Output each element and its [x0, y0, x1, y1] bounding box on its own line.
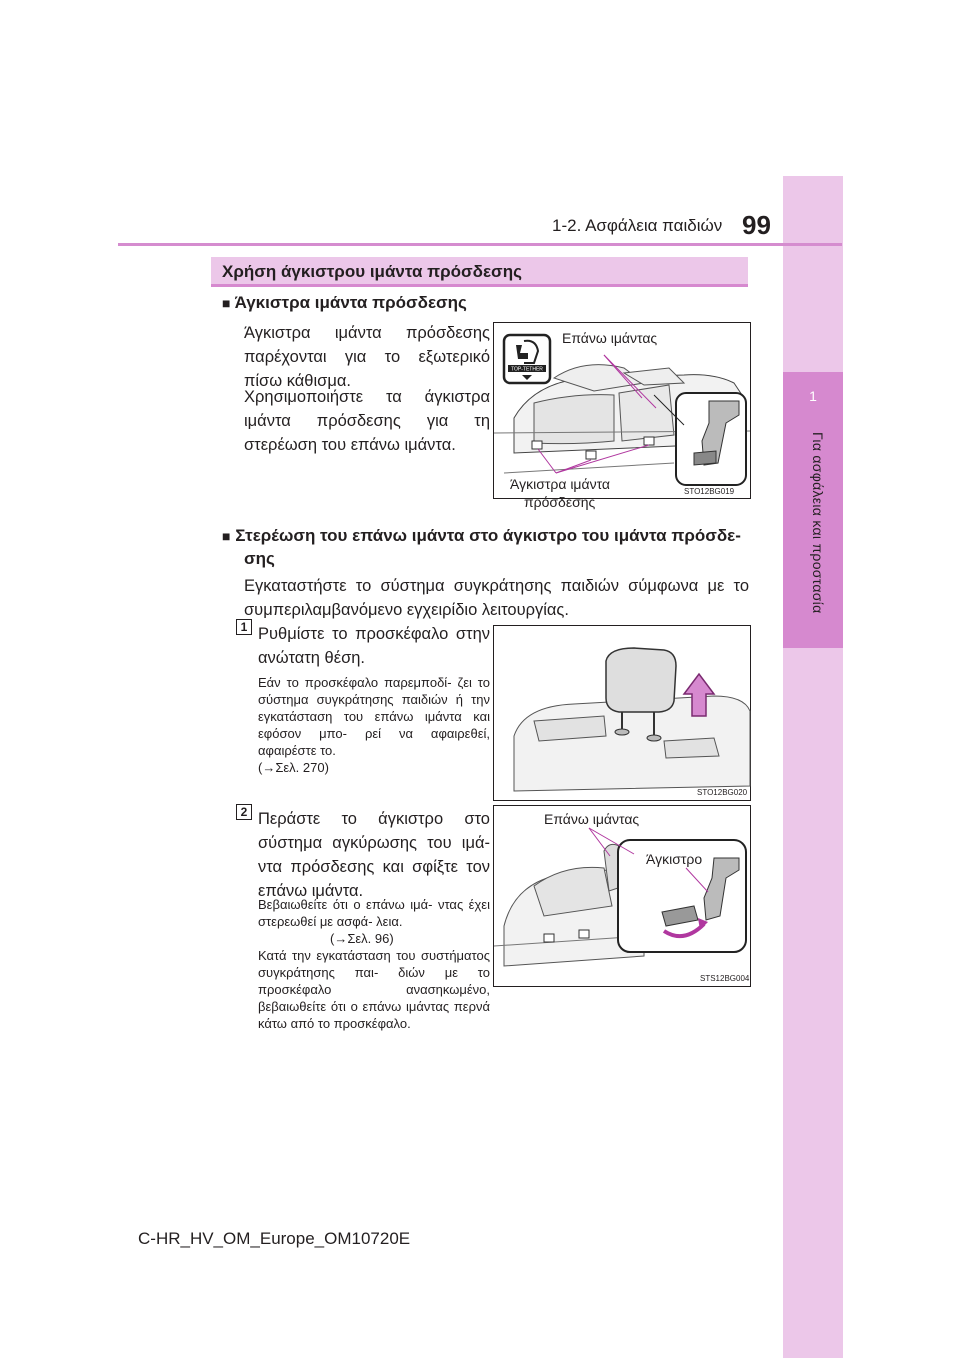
section-title: Χρήση άγκιστρου ιμάντα πρόσδεσης	[222, 262, 522, 281]
step-note: Εάν το προσκέφαλο παρεμποδί- ζει το σύστημα συγκράτησης παιδιών ή την εγκατάσταση του επάνω ιμάντα και εφόσον μπο- ρεί να αφαιρεθεί, αφαιρέστε το.	[258, 675, 490, 758]
subsection-title: Άγκιστρα ιμάντα πρόσδεσης	[234, 293, 467, 312]
figure-label-anchors-line1: Άγκιστρα ιμάντα	[510, 476, 611, 492]
paragraph: Χρησιμοποιήστε τα άγκιστρα ιμάντα πρόσδεσης για τη στερέωση του επάνω ιμάντα.	[244, 388, 490, 454]
figure-label-anchors-line2: πρόσδεσης	[524, 494, 596, 510]
figure-illustration	[494, 323, 750, 498]
subsection-title-line2: σης	[244, 549, 275, 568]
top-tether-icon-text: TOP-TETHER	[511, 366, 543, 373]
paragraph: Άγκιστρα ιμάντα πρόσδεσης παρέχονται για το εξωτερικό πίσω κάθισμα.	[244, 324, 490, 390]
figure-code: STO12BG019	[684, 487, 735, 496]
bullet-square: ■	[222, 295, 231, 311]
figure-hook-attach	[493, 805, 751, 987]
paragraph-intro: Εγκαταστήστε το σύστημα συγκράτησης παιδιών σύμφωνα με το συμπεριλαμβανόμενο εγχειρίδιο λειτουργίας.	[244, 577, 749, 619]
figure-illustration	[494, 806, 750, 986]
step-number-box: 2	[236, 804, 252, 820]
page-number: 99	[742, 210, 771, 240]
subsection-heading	[222, 524, 752, 548]
figure-code: STO12BG020	[697, 788, 748, 797]
step-text: Περάστε το άγκιστρο στο σύστημα αγκύρωσης του ιμά- ντα πρόσδεσης και σφίξτε τον επάνω ιμάντα.	[258, 810, 490, 900]
subsection-heading	[222, 291, 467, 315]
subsection-title-line1: Στερέωση του επάνω ιμάντα στο άγκιστρο του ιμάντα πρόσδε-	[235, 526, 741, 545]
figure-headrest-raise	[493, 625, 751, 801]
step-number-box: 1	[236, 619, 252, 635]
figure-code: STS12BG004	[700, 974, 750, 983]
step-note: Βεβαιωθείτε ότι ο επάνω ιμά- ντας έχει στερεωθεί με ασφά- λεια.	[258, 897, 490, 929]
side-tab-background	[783, 176, 843, 1358]
chapter-number: 1	[809, 388, 817, 404]
header-rule	[118, 243, 842, 246]
footer-doc-id: C-HR_HV_OM_Europe_OM10720E	[138, 1229, 411, 1248]
chapter-title: Για ασφάλεια και προστασία	[810, 432, 826, 614]
step-text: Ρυθμίστε το προσκέφαλο στην ανώτατη θέση.	[258, 625, 490, 667]
page-reference: (→Σελ. 96)	[330, 931, 394, 946]
bullet-square: ■	[222, 528, 231, 544]
figure-illustration	[494, 626, 750, 800]
figure-top-tether-anchors	[493, 322, 751, 510]
figure-label-hook: Άγκιστρο	[646, 851, 703, 867]
running-header-section: 1-2. Ασφάλεια παιδιών	[552, 216, 723, 235]
step-note: Κατά την εγκατάσταση του συστήματος συγκράτησης παι- διών με το προσκέφαλο ανασηκωμένο, βεβαιωθείτε ότι ο επάνω ιμάντας περνά κάτω από το προσκέφαλο.	[258, 948, 490, 1031]
figure-label-top-strap: Επάνω ιμάντας	[562, 330, 658, 346]
figure-label-top-strap: Επάνω ιμάντας	[544, 811, 640, 827]
page-reference: (→Σελ. 270)	[258, 760, 329, 775]
